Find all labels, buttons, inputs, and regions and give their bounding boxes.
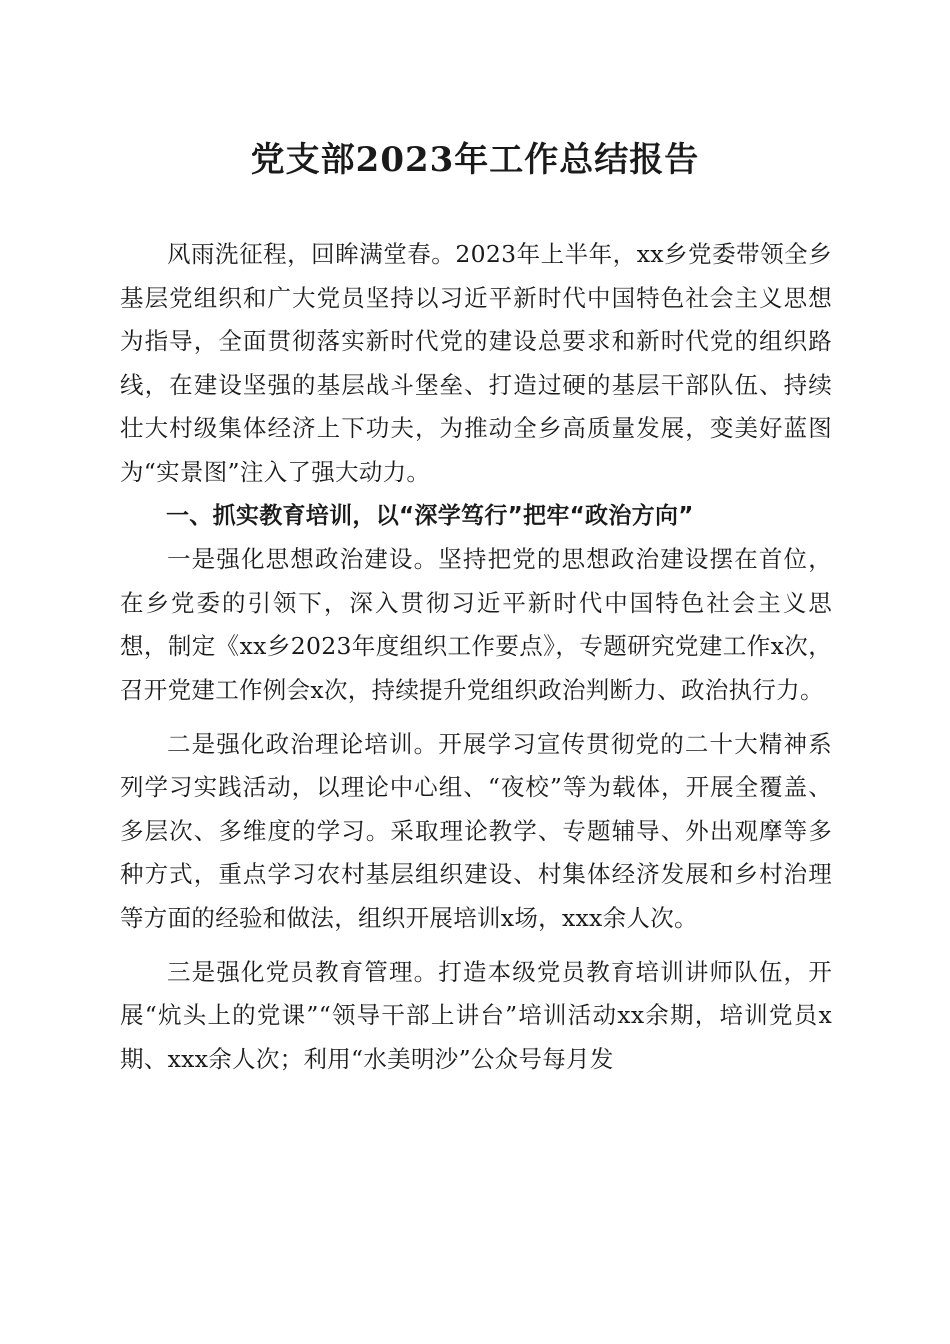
document-title: 党支部2023年工作总结报告 — [250, 140, 700, 180]
document-body — [120, 233, 832, 1081]
paragraph-item-1: 一是强化思想政治建设。坚持把党的思想政治建设摆在首位，在乡党委的引领下，深入贯彻习近平新时代中国特色社会主义思想，制定《xx乡2023年度组织工作要点》，专题研究党建工作x次，召开党建工作例会x次，持续提升党组织政治判断力、政治执行力。 — [120, 545, 832, 704]
paragraph-item-2: 二是强化政治理论培训。开展学习宣传贯彻党的二十大精神系列学习实践活动，以理论中心组、“夜校”等为载体，开展全覆盖、多层次、多维度的学习。采取理论教学、专题辅导、外出观摩等多种方式，重点学习农村基层组织建设、村集体经济发展和乡村治理等方面的经验和做法，组织开展培训x场，xxx余人次。 — [120, 729, 832, 932]
paragraph-intro: 风雨洗征程，回眸满堂春。2023年上半年，xx乡党委带领全乡基层党组织和广大党员坚持以习近平新时代中国特色社会主义思想为指导，全面贯彻落实新时代党的建设总要求和新时代党的组织路线，在建设坚强的基层战斗堡垒、打造过硬的基层干部队伍、持续壮大村级集体经济上下功夫，为推动全乡高质量发展，变美好蓝图为“实景图”注入了强大动力。 — [120, 240, 832, 486]
paragraph-item-3: 三是强化党员教育管理。打造本级党员教育培训讲师队伍，开展“炕头上的党课”“领导干部上讲台”培训活动xx余期，培训党员x期、xxx余人次；利用“水美明沙”公众号每月发 — [120, 957, 832, 1073]
section-heading-1: 一、抓实教育培训，以“深学笃行”把牢“政治方向” — [166, 502, 694, 529]
